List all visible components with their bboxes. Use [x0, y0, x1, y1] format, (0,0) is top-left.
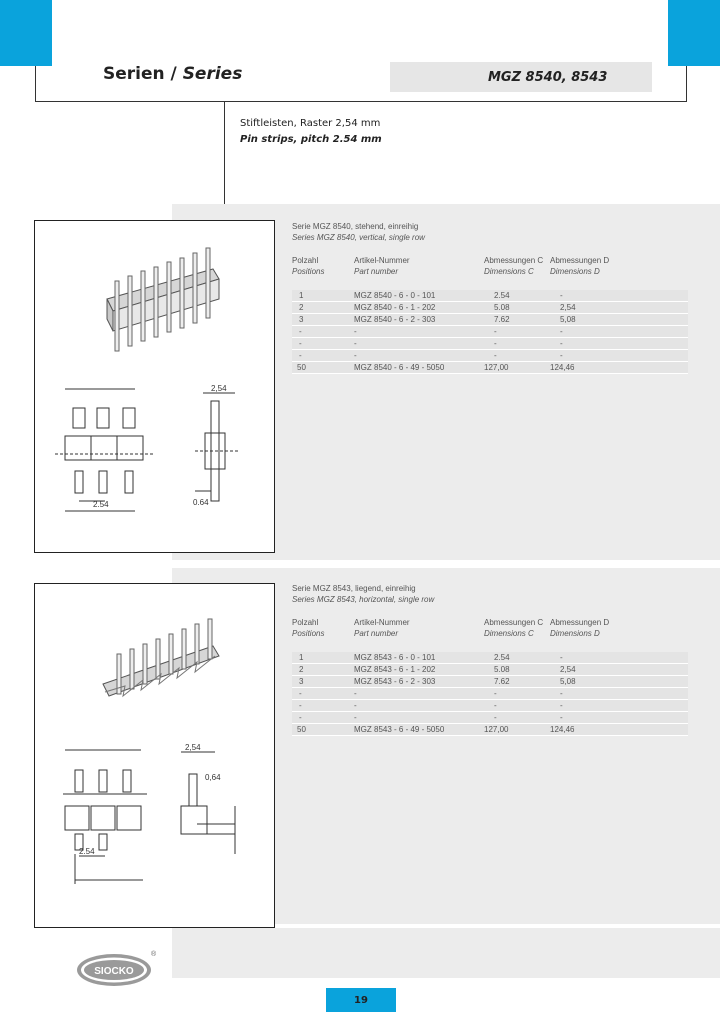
col-pos-en: Positions	[292, 629, 325, 638]
table-row: - - - -	[292, 700, 688, 712]
col-part-de: Artikel-Nummer	[354, 256, 410, 265]
table-row: 50 MGZ 8543 - 6 - 49 - 5050 127,00 124,46	[292, 724, 688, 736]
section-title-en: Series MGZ 8540, vertical, single row	[292, 233, 425, 242]
corner-tab-left	[0, 0, 52, 66]
page-title: Serien / Series	[103, 64, 243, 84]
corner-tab-right	[668, 0, 720, 66]
section-title-de: Serie MGZ 8543, liegend, einreihig	[292, 584, 416, 593]
dim-pitch-side-8540: 2,54	[211, 384, 227, 393]
drawing-box-8543	[34, 583, 275, 928]
dim-pin-8540: 0.64	[193, 498, 209, 507]
section-title-de: Serie MGZ 8540, stehend, einreihig	[292, 222, 419, 231]
col-dimc-de: Abmessungen C	[484, 618, 544, 627]
table-row: 1 MGZ 8540 - 6 - 0 - 101 2.54 -	[292, 290, 688, 302]
pin-strip-render-8543	[103, 619, 219, 696]
table-row: - - - -	[292, 688, 688, 700]
col-dimc-de: Abmessungen C	[484, 256, 544, 265]
col-dimd-de: Abmessungen D	[550, 256, 610, 265]
front-view-8543	[63, 750, 147, 884]
col-pos-de: Polzahl	[292, 618, 319, 627]
intro-line-en: Pin strips, pitch 2.54 mm	[240, 134, 382, 145]
frame-right-line	[686, 66, 687, 102]
col-dimc-en: Dimensions C	[484, 267, 534, 276]
footer-panel	[172, 928, 720, 978]
intro-divider	[224, 101, 225, 205]
section-title-en: Series MGZ 8543, horizontal, single row	[292, 595, 435, 604]
side-view-8543	[181, 752, 235, 854]
intro-line-de: Stiftleisten, Raster 2,54 mm	[240, 118, 381, 129]
table-8540	[292, 222, 692, 382]
col-part-de: Artikel-Nummer	[354, 618, 410, 627]
series-code: MGZ 8540, 8543	[488, 70, 608, 85]
col-dimd-de: Abmessungen D	[550, 618, 610, 627]
col-part-en: Part number	[354, 629, 399, 638]
table-row: - - - -	[292, 338, 688, 350]
col-dimd-en: Dimensions D	[550, 629, 600, 638]
table-row: - - - -	[292, 350, 688, 362]
table-row: 3 MGZ 8543 - 6 - 2 - 303 7.62 5,08	[292, 676, 688, 688]
dim-pitch-front-8540: 2.54	[93, 500, 109, 509]
col-pos-de: Polzahl	[292, 256, 319, 265]
page-number: 19	[326, 988, 396, 1012]
col-dimd-en: Dimensions D	[550, 267, 600, 276]
frame-left-line	[35, 66, 36, 102]
table-row: 1 MGZ 8543 - 6 - 0 - 101 2.54 -	[292, 652, 688, 664]
table-8543	[292, 584, 692, 744]
table-row: 3 MGZ 8540 - 6 - 2 - 303 7.62 5,08	[292, 314, 688, 326]
logo-text: SIOCKO	[94, 966, 134, 977]
table-row: 2 MGZ 8543 - 6 - 1 - 202 5.08 2,54	[292, 664, 688, 676]
col-part-en: Part number	[354, 267, 399, 276]
dim-pin-8543: 0,64	[205, 773, 221, 782]
table-row: - - - -	[292, 712, 688, 724]
pin-strip-render-8540	[107, 248, 219, 351]
table-row: 50 MGZ 8540 - 6 - 49 - 5050 127,00 124,46	[292, 362, 688, 374]
drawing-box-8540	[34, 220, 275, 553]
logo	[72, 948, 158, 990]
header-rule	[35, 101, 687, 102]
col-pos-en: Positions	[292, 267, 325, 276]
logo-registered: ®	[151, 951, 157, 958]
dim-pitch-front-8543: 2.54	[79, 847, 95, 856]
intro-text	[240, 116, 382, 148]
table-row: 2 MGZ 8540 - 6 - 1 - 202 5.08 2,54	[292, 302, 688, 314]
col-dimc-en: Dimensions C	[484, 629, 534, 638]
logo-mark	[72, 948, 158, 990]
side-view-8540	[195, 393, 240, 501]
drawing-8540	[35, 221, 274, 552]
dim-pitch-side-8543: 2,54	[185, 743, 201, 752]
table-row: - - - -	[292, 326, 688, 338]
drawing-8543	[35, 584, 274, 927]
front-view-8540	[55, 389, 155, 511]
